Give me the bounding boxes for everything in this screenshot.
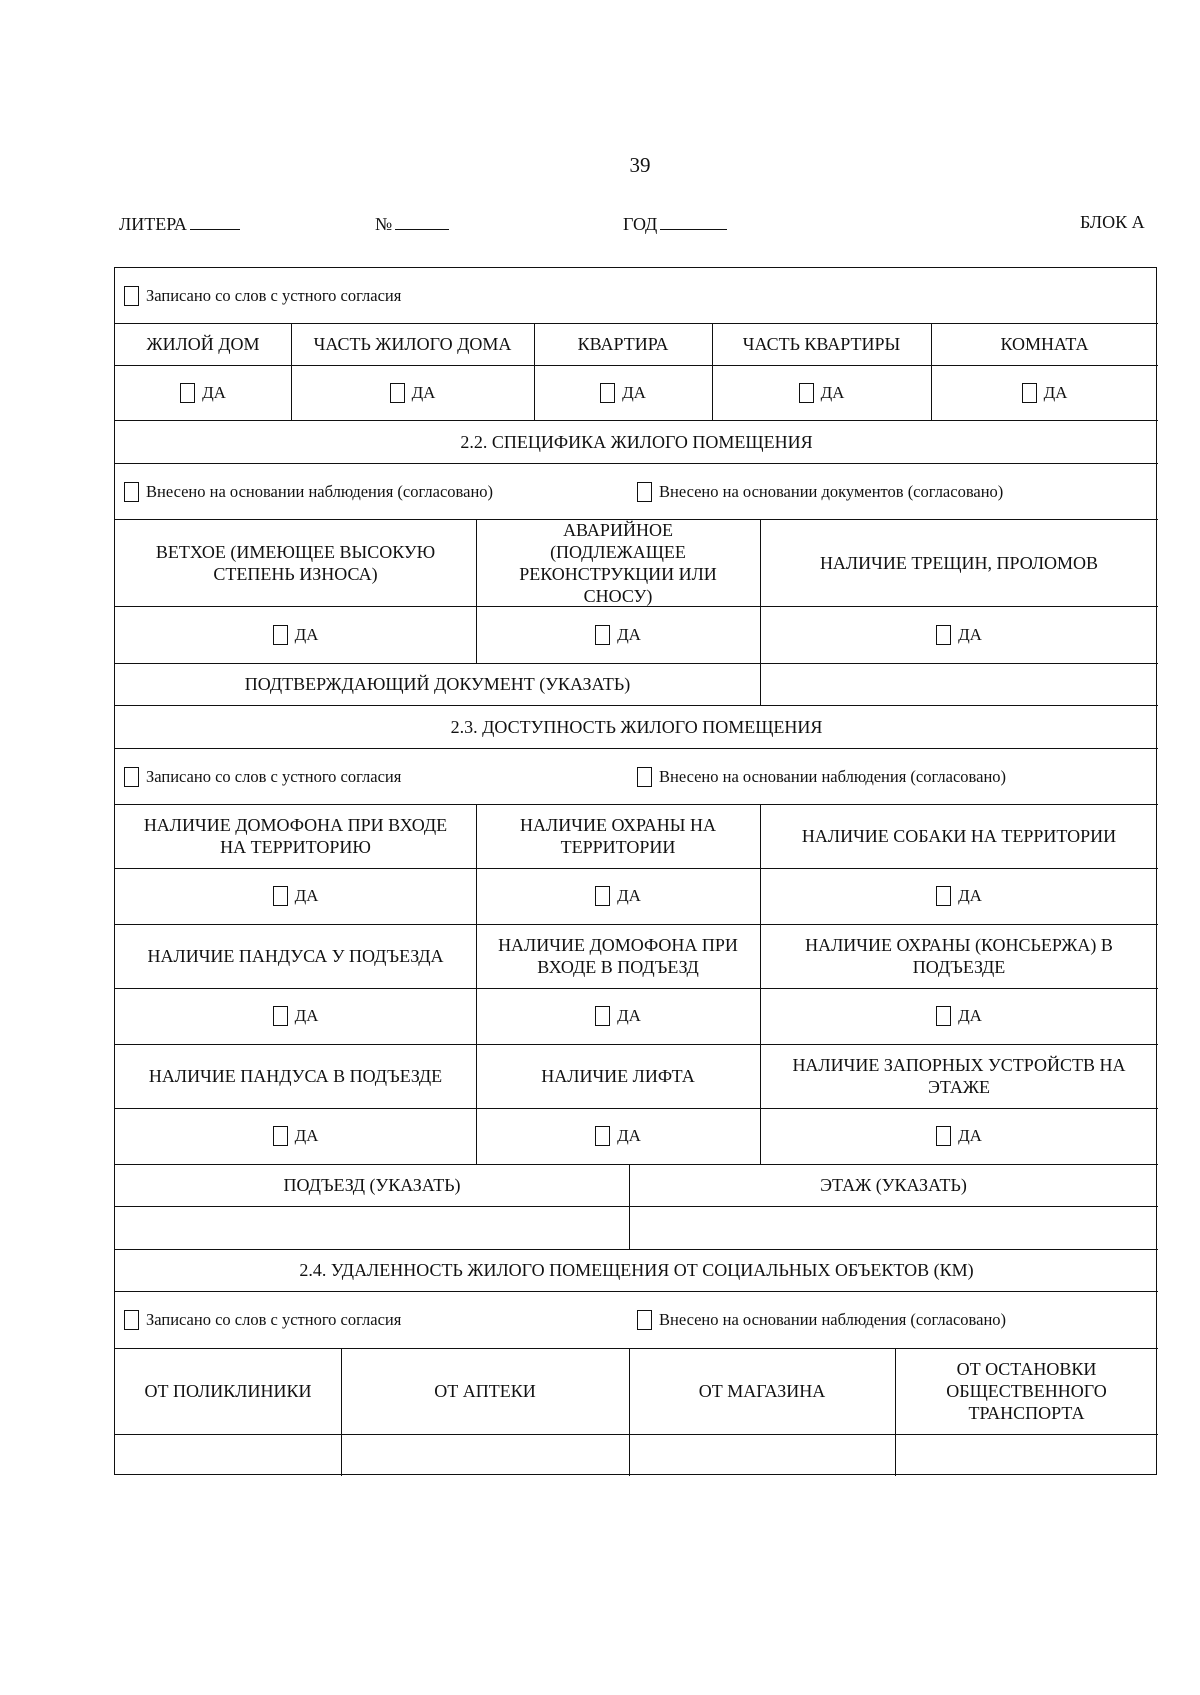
checkbox[interactable]	[390, 383, 405, 403]
dilapidated-header: ВЕТХОЕ (ИМЕЮЩЕЕ ВЫСОКУЮ СТЕПЕНЬ ИЗНОСА)	[155, 541, 436, 584]
floor-number-label: ЭТАЖ (УКАЗАТЬ)	[820, 1175, 967, 1195]
territory-dog-header: НАЛИЧИЕ СОБАКИ НА ТЕРРИТОРИИ	[801, 826, 1117, 846]
checkbox[interactable]	[124, 1310, 139, 1330]
checkbox[interactable]	[936, 1006, 951, 1026]
checkbox[interactable]	[637, 1310, 652, 1330]
yes-label: ДА	[958, 1126, 982, 1145]
entrance-number-label: ПОДЪЕЗД (УКАЗАТЬ)	[283, 1175, 461, 1195]
litera-field[interactable]	[119, 212, 240, 235]
transport-stop-distance-input[interactable]	[895, 1434, 1158, 1476]
litera-blank[interactable]	[190, 212, 240, 230]
yes-label: ДА	[1043, 382, 1068, 402]
entrance-intercom-header: НАЛИЧИЕ ДОМОФОНА ПРИ ВХОДЕ В ПОДЪЕЗД	[498, 935, 738, 977]
entrance-ramp-header: НАЛИЧИЕ ПАНДУСА У ПОДЪЕЗДА	[147, 946, 444, 966]
number-label: №	[375, 214, 393, 234]
checkbox[interactable]	[1022, 383, 1037, 403]
oral-consent-label: Записано со слов с устного согласия	[146, 767, 402, 786]
inside-ramp-header: НАЛИЧИЕ ПАНДУСА В ПОДЪЕЗДЕ	[148, 1066, 443, 1086]
dwelling-type-apartment: КВАРТИРА	[577, 334, 669, 354]
yes-checkbox-entrance-ramp[interactable]	[115, 988, 476, 1044]
clinic-distance-input[interactable]	[115, 1434, 341, 1476]
year-field[interactable]	[623, 212, 727, 235]
floor-number-input[interactable]	[629, 1206, 1158, 1249]
emergency-header: АВАРИЙНОЕ (ПОДЛЕЖАЩЕЕ РЕКОНСТРУКЦИИ ИЛИ СНОСУ)	[519, 519, 717, 606]
document-label: ПОДТВЕРЖДАЮЩИЙ ДОКУМЕНТ (УКАЗАТЬ)	[244, 674, 631, 694]
floor-locks-header: НАЛИЧИЕ ЗАПОРНЫХ УСТРОЙСТВ НА ЭТАЖЕ	[792, 1055, 1126, 1097]
page-number: 39	[629, 153, 651, 177]
dwelling-type-apartment-part: ЧАСТЬ КВАРТИРЫ	[742, 334, 901, 354]
year-blank[interactable]	[660, 212, 727, 230]
pharmacy-distance-input[interactable]	[341, 1434, 629, 1476]
oral-consent-label: Записано со слов с устного согласия	[146, 286, 402, 305]
yes-label: ДА	[958, 624, 982, 644]
checkbox[interactable]	[273, 1006, 288, 1026]
oral-consent-checkbox-row-2-4[interactable]	[124, 1306, 401, 1334]
transport-stop-distance-header: ОТ ОСТАНОВКИ ОБЩЕСТВЕННОГО ТРАНСПОРТА	[946, 1359, 1107, 1423]
documents-label: Внесено на основании документов (согласовано)	[659, 482, 1004, 501]
yes-checkbox-emergency[interactable]	[476, 606, 760, 663]
yes-checkbox-elevator[interactable]	[476, 1108, 760, 1164]
yes-checkbox-entrance-concierge[interactable]	[760, 988, 1158, 1044]
document-input[interactable]	[760, 663, 1158, 705]
section-2-4-title: 2.4. УДАЛЕННОСТЬ ЖИЛОГО ПОМЕЩЕНИЯ ОТ СОЦИАЛЬНЫХ ОБЪЕКТОВ (КМ)	[299, 1260, 974, 1280]
yes-checkbox-floor-locks[interactable]	[760, 1108, 1158, 1164]
checkbox[interactable]	[637, 767, 652, 787]
yes-label: ДА	[294, 624, 319, 644]
oral-consent-label: Записано со слов с устного согласия	[146, 1310, 402, 1329]
yes-label: ДА	[958, 1006, 982, 1025]
pharmacy-distance-header: ОТ АПТЕКИ	[434, 1381, 536, 1401]
year-label: ГОД	[623, 214, 658, 234]
questionnaire-table	[114, 267, 1157, 1475]
number-blank[interactable]	[395, 212, 449, 230]
yes-checkbox-apartment[interactable]	[534, 365, 712, 420]
yes-label: ДА	[411, 382, 436, 402]
yes-checkbox-room[interactable]	[931, 365, 1158, 420]
yes-label: ДА	[294, 1006, 319, 1025]
section-2-3-title: 2.3. ДОСТУПНОСТЬ ЖИЛОГО ПОМЕЩЕНИЯ	[450, 716, 823, 737]
cracks-header: НАЛИЧИЕ ТРЕЩИН, ПРОЛОМОВ	[819, 552, 1099, 573]
yes-checkbox-territory-security[interactable]	[476, 868, 760, 924]
yes-checkbox-house-part[interactable]	[291, 365, 534, 420]
documents-checkbox-row[interactable]	[637, 478, 1003, 506]
checkbox[interactable]	[595, 625, 610, 645]
number-field[interactable]	[375, 212, 449, 235]
elevator-header: НАЛИЧИЕ ЛИФТА	[541, 1066, 695, 1086]
dwelling-type-house-part: ЧАСТЬ ЖИЛОГО ДОМА	[313, 334, 512, 354]
yes-checkbox-territory-intercom[interactable]	[115, 868, 476, 924]
checkbox[interactable]	[936, 1126, 951, 1146]
yes-checkbox-entrance-intercom[interactable]	[476, 988, 760, 1044]
yes-label: ДА	[617, 624, 641, 644]
checkbox[interactable]	[273, 1126, 288, 1146]
yes-checkbox-inside-ramp[interactable]	[115, 1108, 476, 1164]
observation-label: Внесено на основании наблюдения (согласовано)	[146, 482, 494, 501]
checkbox[interactable]	[273, 886, 288, 906]
checkbox[interactable]	[124, 286, 139, 306]
checkbox[interactable]	[936, 625, 951, 645]
yes-checkbox-apartment-part[interactable]	[712, 365, 931, 420]
clinic-distance-header: ОТ ПОЛИКЛИНИКИ	[144, 1381, 312, 1401]
observation-label: Внесено на основании наблюдения (согласовано)	[659, 767, 1007, 786]
oral-consent-checkbox-row[interactable]	[124, 282, 401, 310]
yes-checkbox-house[interactable]	[115, 365, 291, 420]
checkbox[interactable]	[637, 482, 652, 502]
yes-label: ДА	[617, 1006, 641, 1025]
yes-label: ДА	[958, 886, 982, 905]
observation-label: Внесено на основании наблюдения (согласовано)	[659, 1310, 1007, 1329]
territory-intercom-header: НАЛИЧИЕ ДОМОФОНА ПРИ ВХОДЕ НА ТЕРРИТОРИЮ	[143, 815, 448, 857]
entrance-concierge-header: НАЛИЧИЕ ОХРАНЫ (КОНСЬЕРЖА) В ПОДЪЕЗДЕ	[805, 935, 1113, 977]
litera-label: ЛИТЕРА	[119, 214, 187, 234]
checkbox[interactable]	[273, 625, 288, 645]
block-label: БЛОК А	[1080, 212, 1145, 232]
yes-label: ДА	[820, 382, 845, 402]
yes-label: ДА	[202, 382, 226, 402]
oral-consent-checkbox-row-2-3[interactable]	[124, 763, 401, 791]
yes-checkbox-territory-dog[interactable]	[760, 868, 1158, 924]
yes-checkbox-dilapidated[interactable]	[115, 606, 476, 663]
checkbox[interactable]	[936, 886, 951, 906]
checkbox[interactable]	[595, 1006, 610, 1026]
yes-label: ДА	[622, 382, 646, 402]
dwelling-type-room: КОМНАТА	[1000, 334, 1089, 354]
yes-label: ДА	[617, 886, 641, 905]
checkbox[interactable]	[799, 383, 814, 403]
checkbox[interactable]	[595, 1126, 610, 1146]
entrance-number-input[interactable]	[115, 1206, 629, 1249]
checkbox[interactable]	[595, 886, 610, 906]
yes-label: ДА	[294, 886, 319, 905]
checkbox[interactable]	[124, 767, 139, 787]
section-2-2-title: 2.2. СПЕЦИФИКА ЖИЛОГО ПОМЕЩЕНИЯ	[460, 431, 813, 452]
shop-distance-header: ОТ МАГАЗИНА	[698, 1381, 826, 1401]
dwelling-type-house: ЖИЛОЙ ДОМ	[146, 334, 260, 354]
observation-checkbox-row-2-3[interactable]	[637, 763, 1006, 791]
yes-label: ДА	[617, 1126, 641, 1145]
shop-distance-input[interactable]	[629, 1434, 895, 1476]
checkbox[interactable]	[180, 383, 195, 403]
checkbox[interactable]	[600, 383, 615, 403]
yes-checkbox-cracks[interactable]	[760, 606, 1158, 663]
observation-checkbox-row-2-4[interactable]	[637, 1306, 1006, 1334]
yes-label: ДА	[294, 1126, 319, 1145]
territory-security-header: НАЛИЧИЕ ОХРАНЫ НА ТЕРРИТОРИИ	[520, 815, 716, 857]
checkbox[interactable]	[124, 482, 139, 502]
observation-checkbox-row[interactable]	[124, 478, 493, 506]
